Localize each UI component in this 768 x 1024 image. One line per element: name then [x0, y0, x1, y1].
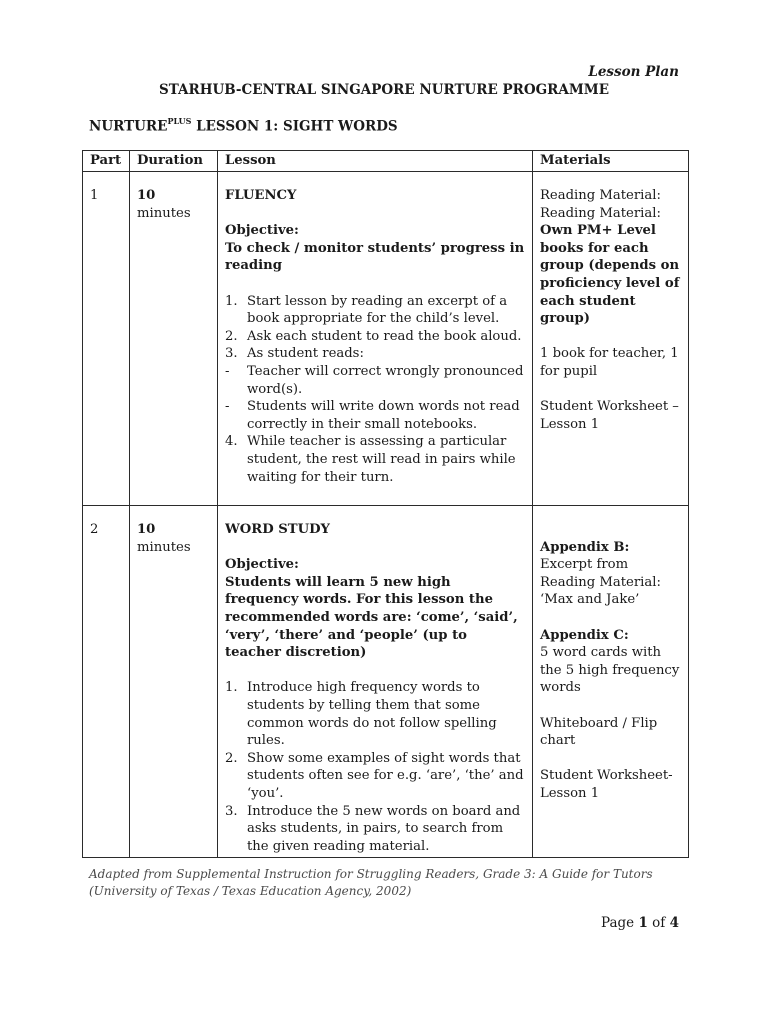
doc-type-label: Lesson Plan — [588, 64, 679, 80]
objective-label: Objective: — [225, 223, 299, 239]
duration-number: 10 — [137, 522, 156, 537]
table-header-row — [83, 151, 689, 172]
page-number — [601, 915, 679, 931]
step-marker: 1. — [225, 293, 238, 309]
header-materials: Materials — [533, 151, 689, 172]
section-heading: WORD STUDY — [225, 522, 330, 537]
page-label: Page — [601, 915, 639, 931]
materials-cell — [533, 506, 689, 858]
list-item — [225, 328, 525, 346]
materials-book-count: 1 book for teacher, 1 for pupil — [540, 346, 679, 379]
page-of: of — [647, 915, 670, 931]
duration-unit: minutes — [137, 205, 191, 221]
part-cell: 2 — [83, 506, 130, 858]
step-text — [247, 856, 503, 857]
header-part: Part — [83, 151, 130, 172]
objective-label: Objective: — [225, 557, 299, 573]
step-text: Start lesson by reading an excerpt of a book appropriate for the child’s level. — [247, 293, 508, 327]
lesson-plan-table — [82, 150, 689, 858]
table-row — [83, 172, 689, 506]
footnote-citation: Adapted from Supplemental Instruction for Struggling Readers, Grade 3: A Guide for Tutors (University of Texas / Texas Education Agency, 2002) — [89, 867, 653, 898]
step-marker: 2. — [225, 750, 238, 766]
step-text: Show some examples of sight words that students often see for e.g. ‘are’, ‘the’ and ‘you’. — [247, 750, 524, 801]
lesson-superscript: PLUS — [167, 116, 192, 126]
duration-cell — [130, 172, 218, 506]
lesson-name: LESSON 1: SIGHT WORDS — [191, 118, 398, 135]
objective-text: To check / monitor students’ progress in reading — [225, 240, 525, 274]
list-item — [225, 855, 525, 857]
step-text: While teacher is assessing a particular student, the rest will read in pairs while waiting for their turn. — [247, 434, 516, 485]
header-lesson: Lesson — [218, 151, 533, 172]
step-marker: - — [225, 399, 230, 415]
step-marker: 3. — [225, 803, 238, 819]
step-text: Students will write down words not read correctly in their small notebooks. — [247, 399, 520, 432]
step-marker: 2. — [225, 328, 238, 344]
step-text: Introduce the 5 new words on board and asks students, in pairs, to search from the given reading material. — [247, 803, 521, 854]
header-duration: Duration — [130, 151, 218, 172]
table-row — [83, 506, 689, 858]
list-item — [225, 750, 525, 803]
step-list — [225, 679, 525, 857]
page-current: 1 — [638, 915, 648, 931]
lesson-cell — [218, 506, 533, 858]
page-total: 4 — [669, 915, 679, 931]
materials-cell — [533, 172, 689, 506]
step-marker: - — [225, 363, 230, 379]
list-item — [225, 345, 525, 363]
duration-cell — [130, 506, 218, 858]
appendix-b-text: Excerpt from Reading Material: ‘Max and Jake’ — [540, 557, 661, 608]
step-text: Teacher will correct wrongly pronounced word(s). — [247, 363, 524, 397]
objective-text: Students will learn 5 new high frequency words. For this lesson the recommended words are: ‘come’, ‘said’, ‘very’, ‘there’ and ‘people’ (up to teacher discretion) — [225, 574, 518, 661]
list-item — [225, 803, 525, 856]
list-item — [225, 363, 525, 398]
section-heading: FLUENCY — [225, 188, 297, 203]
part-cell: 1 — [83, 172, 130, 506]
step-text: As student reads: — [247, 346, 364, 362]
programme-title: STARHUB-CENTRAL SINGAPORE NURTURE PROGRAMME — [158, 82, 610, 98]
list-item — [225, 679, 525, 749]
list-item — [225, 398, 525, 433]
lesson-title — [89, 117, 398, 135]
step-text: Introduce high frequency words to students by telling them that some common words do not follow spelling rules. — [247, 680, 497, 749]
step-marker: 3. — [225, 346, 238, 362]
appendix-c-label: Appendix C: — [540, 627, 629, 643]
materials-worksheet: Student Worksheet- Lesson 1 — [540, 768, 673, 801]
step-text: Ask each student to read the book aloud. — [247, 328, 522, 344]
list-item — [225, 433, 525, 486]
appendix-b-label: Appendix B: — [540, 539, 630, 555]
lesson-cell — [218, 172, 533, 506]
materials-books: Own PM+ Level books for each group (depends on proficiency level of each student group) — [540, 223, 680, 327]
materials-line: Reading Material: — [540, 188, 661, 203]
appendix-c-text: 5 word cards with the 5 high frequency words — [540, 645, 680, 696]
step-marker: 1. — [225, 680, 238, 696]
materials-worksheet: Student Worksheet – Lesson 1 — [540, 399, 679, 432]
materials-whiteboard: Whiteboard / Flip chart — [540, 715, 658, 749]
list-item — [225, 293, 525, 328]
step-marker — [225, 855, 238, 857]
duration-number: 10 — [137, 188, 156, 203]
materials-line: Reading Material: — [540, 205, 661, 221]
duration-unit: minutes — [137, 539, 191, 555]
lesson-prefix: NURTURE — [89, 118, 168, 135]
step-list — [225, 293, 525, 487]
step-marker: 4. — [225, 434, 238, 450]
